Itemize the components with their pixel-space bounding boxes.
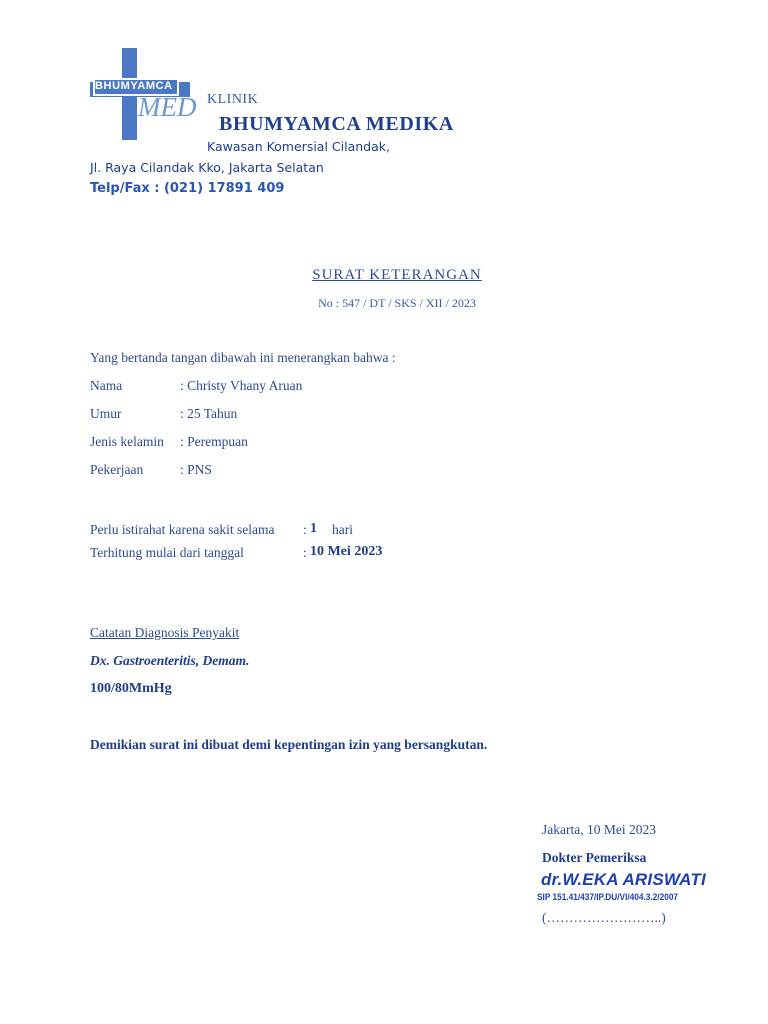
clinic-logo bbox=[86, 44, 198, 140]
place-date: Jakarta, 10 Mei 2023 bbox=[542, 822, 656, 837]
intro-text: Yang bertanda tangan dibawah ini menerangkan bahwa : bbox=[90, 350, 396, 365]
letter-title: SURAT KETERANGAN bbox=[312, 267, 482, 283]
doctor-stamp bbox=[537, 870, 706, 910]
start-date-value: 10 Mei 2023 bbox=[310, 544, 383, 559]
diagnosis-text: Dx. Gastroenteritis, Demam. bbox=[90, 653, 250, 668]
field-value-jenis-kelamin: : Perempuan bbox=[180, 434, 248, 449]
rest-period-days: 1 bbox=[310, 521, 317, 536]
doctor-role: Dokter Pemeriksa bbox=[542, 850, 647, 865]
start-date-label: Terhitung mulai dari tanggal bbox=[90, 545, 244, 560]
field-label-umur: Umur bbox=[90, 406, 122, 421]
blood-pressure: 100/80MmHg bbox=[90, 681, 172, 696]
logo-box-text: BHUMYAMCA bbox=[95, 80, 173, 92]
field-label-jenis-kelamin: Jenis kelamin bbox=[90, 434, 164, 449]
field-value-umur: : 25 Tahun bbox=[180, 406, 238, 421]
klinik-label: KLINIK bbox=[207, 92, 259, 107]
closing-statement: Demikian surat ini dibuat demi kepentingan izin yang bersangkutan. bbox=[90, 737, 488, 752]
logo-med-text: MED bbox=[138, 92, 197, 122]
letter-number: No : 547 / DT / SKS / XII / 2023 bbox=[318, 296, 476, 310]
rest-period-label: Perlu istirahat karena sakit selama bbox=[90, 522, 275, 537]
clinic-name: BHUMYAMCA MEDIKA bbox=[219, 113, 454, 135]
stamp-doctor-name: dr.W.EKA ARISWATI bbox=[541, 870, 706, 889]
field-value-pekerjaan: : PNS bbox=[180, 462, 212, 477]
address-line-2: Jl. Raya Cilandak Kko, Jakarta Selatan bbox=[90, 160, 324, 175]
field-label-nama: Nama bbox=[90, 378, 123, 393]
field-value-nama: : Christy Vhany Aruan bbox=[180, 378, 303, 393]
rest-period-colon: : bbox=[303, 522, 307, 537]
address-line-1: Kawasan Komersial Cilandak, bbox=[207, 139, 390, 154]
start-date-colon: : bbox=[303, 545, 307, 560]
diagnosis-heading: Catatan Diagnosis Penyakit bbox=[90, 625, 240, 640]
field-label-pekerjaan: Pekerjaan bbox=[90, 462, 144, 477]
telp-fax: Telp/Fax : (021) 17891 409 bbox=[90, 181, 285, 196]
signature-line: (……………………..) bbox=[542, 910, 666, 925]
stamp-sip-number: SIP 151.41/437/IP.DU/VI/404.3.2/2007 bbox=[537, 892, 679, 902]
rest-period-unit: hari bbox=[332, 522, 353, 537]
